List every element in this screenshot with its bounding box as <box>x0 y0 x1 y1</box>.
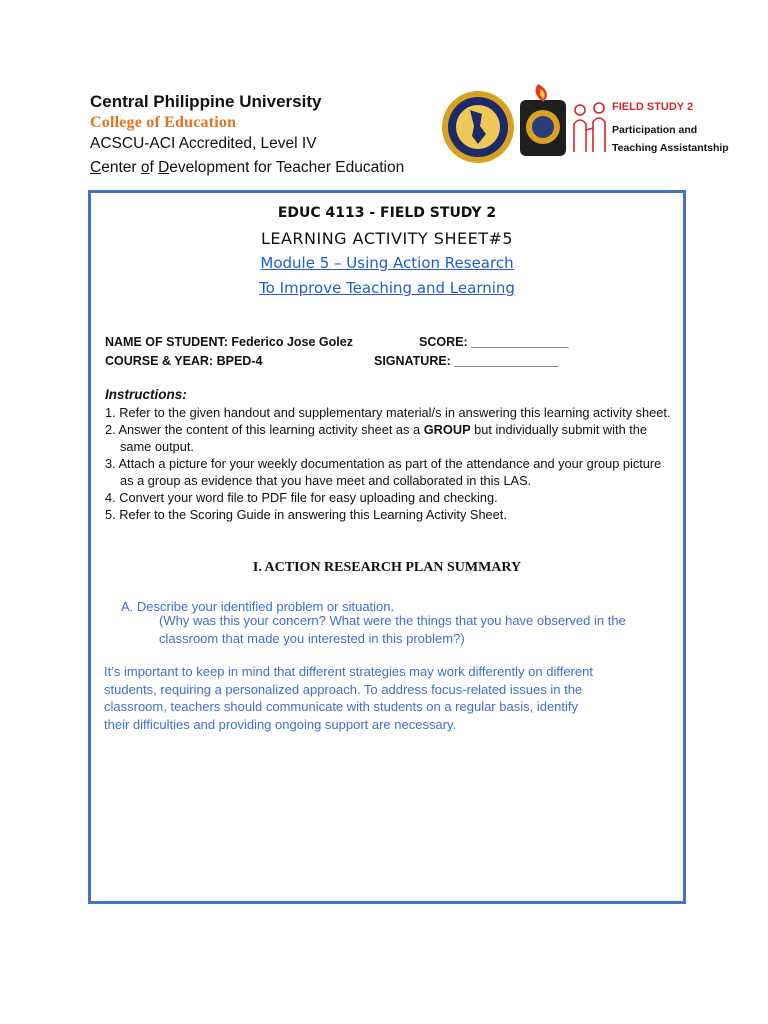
instruction-item: 3. Attach a picture for your weekly documentation as part of the attendance and your group picture as a group as evidence that you have meet and collaborated in this LAS. <box>105 456 662 488</box>
answer-text: It’s important to keep in mind that different strategies may work differently on different students, requiring a personalized approach. To address focus-related issues in the classroom, teachers should communicate with students on a regular basis, identify their difficulties and providing ongoing support are necessary. <box>104 664 593 732</box>
question-a-detail: (Why was this your concern? What were the things that you have observed in the classroom that made you interested in this problem?) <box>159 613 626 646</box>
course-year: COURSE & YEAR: BPED-4 <box>105 354 263 368</box>
badge-subtitle: Participation and Teaching Assistantship <box>612 124 729 154</box>
instruction-item: 4. Convert your word file to PDF file for easy uploading and checking. <box>105 490 498 505</box>
badge-title: FIELD STUDY 2 <box>612 101 694 113</box>
instructions-list <box>105 404 675 523</box>
university-name: Central Philippine University <box>90 92 322 111</box>
question-a: A. Describe your identified problem or situation. <box>121 599 395 614</box>
instruction-item: 1. Refer to the given handout and supplementary material/s in answering this learning activity sheet. <box>105 405 671 420</box>
student-name: NAME OF STUDENT: Federico Jose Golez <box>105 335 353 349</box>
instructions-title: Instructions: <box>105 387 187 402</box>
signature-field: SIGNATURE: _______________ <box>374 354 559 368</box>
center-name: Center of Development for Teacher Education <box>90 159 405 176</box>
college-seal-icon <box>520 84 566 156</box>
score-field: SCORE: ______________ <box>419 335 569 349</box>
cpu-seal-icon <box>442 91 514 163</box>
sheet-title: LEARNING ACTIVITY SHEET#5 <box>260 229 514 248</box>
people-icon <box>570 98 610 158</box>
module-title-line2: To Improve Teaching and Learning <box>259 279 515 297</box>
instruction-item: 5. Refer to the Scoring Guide in answering this Learning Activity Sheet. <box>105 507 507 522</box>
institution-header <box>90 92 404 177</box>
instruction-item: 2. Answer the content of this learning activity sheet as a GROUP but individually submit with the same output. <box>105 422 648 454</box>
course-code: EDUC 4113 - FIELD STUDY 2 <box>277 205 497 221</box>
accreditation-text: ACSCU-ACI Accredited, Level IV <box>90 135 317 152</box>
section-heading: I. ACTION RESEARCH PLAN SUMMARY <box>252 560 522 575</box>
activity-sheet-frame <box>88 190 686 904</box>
module-title-line1: Module 5 – Using Action Research <box>260 254 514 272</box>
college-name: College of Education <box>90 114 237 131</box>
